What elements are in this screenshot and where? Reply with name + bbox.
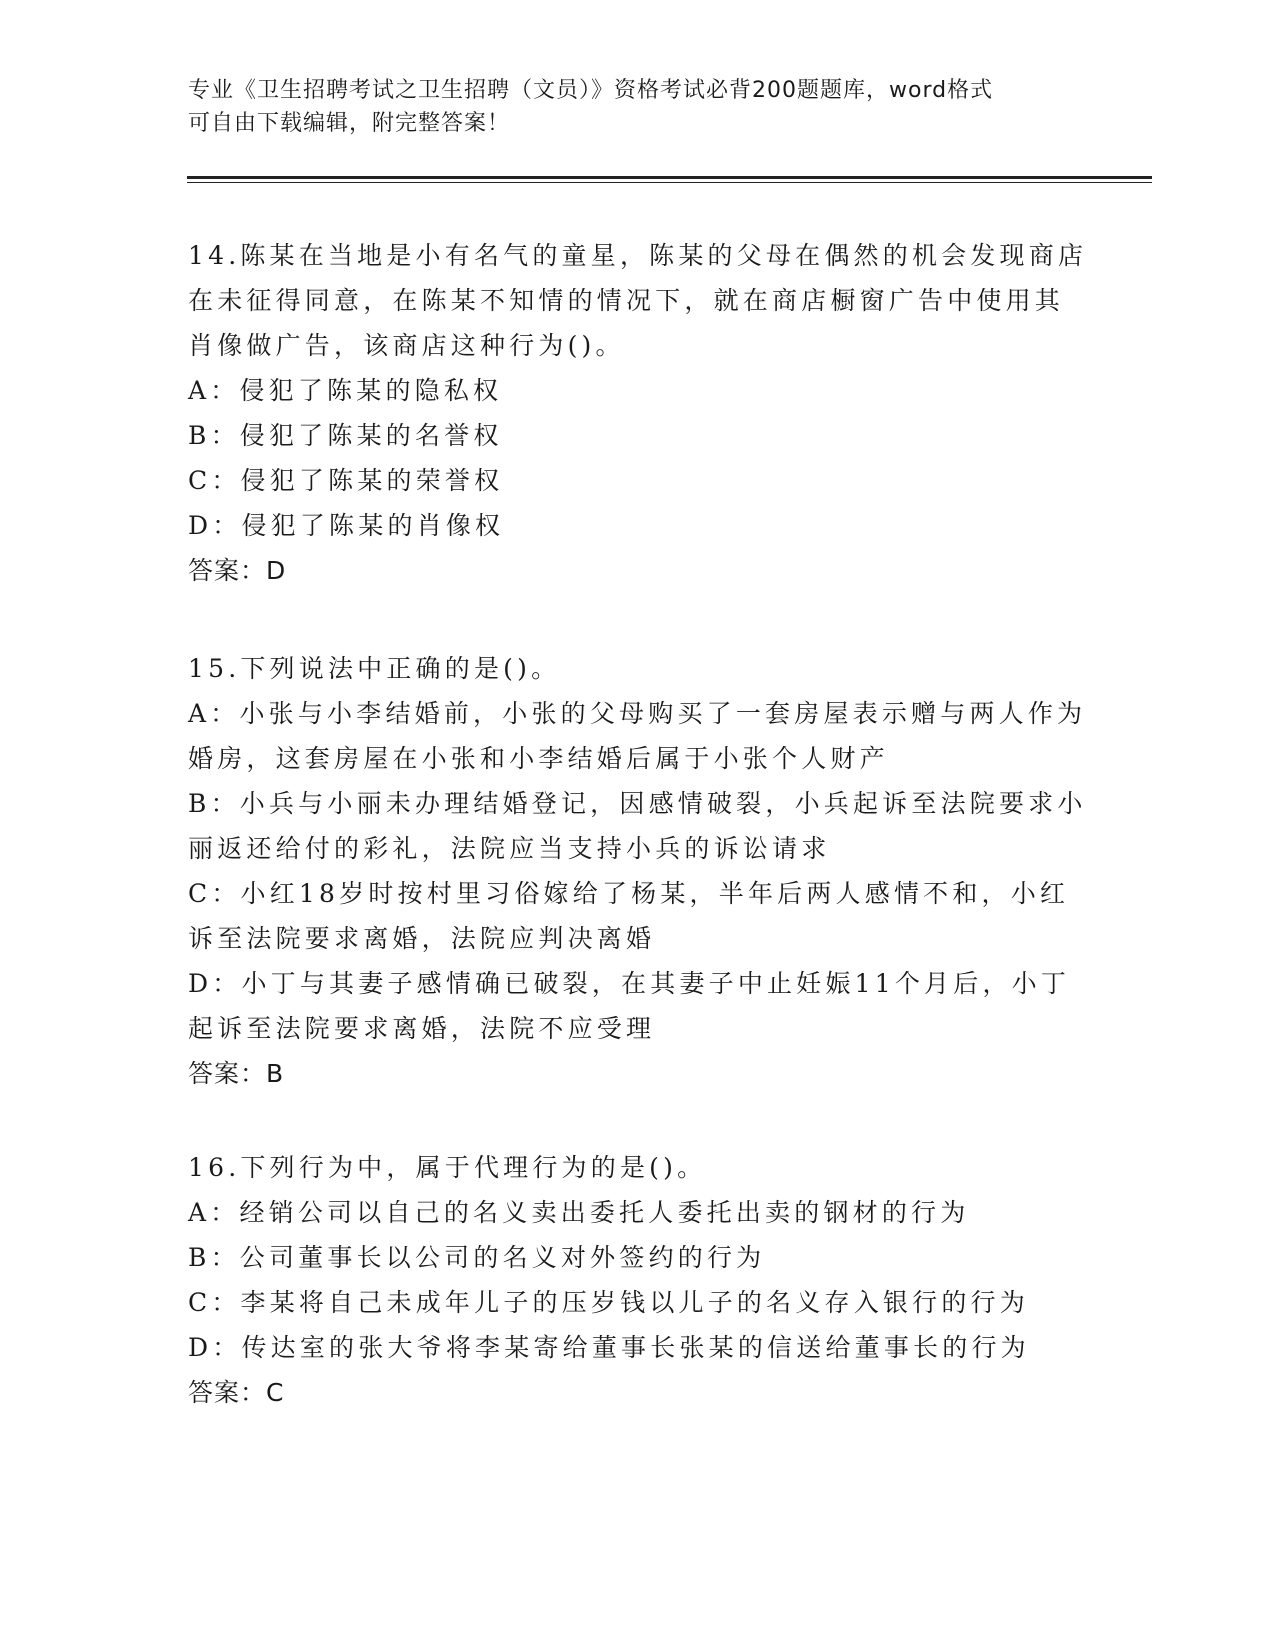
option-a: A：经销公司以自己的名义卖出委托人委托出卖的钢材的行为 bbox=[188, 1198, 970, 1227]
question-stem-line: 14.陈某在当地是小有名气的童星，陈某的父母在偶然的机会发现商店 bbox=[188, 241, 1088, 270]
question-stem-line: 在未征得同意，在陈某不知情的情况下，就在商店橱窗广告中使用其 bbox=[188, 286, 1065, 315]
option-d: D：小丁与其妻子感情确已破裂，在其妻子中止妊娠11个月后，小丁 bbox=[188, 969, 1071, 998]
option-b: B：公司董事长以公司的名义对外签约的行为 bbox=[188, 1243, 766, 1272]
option-b: B：侵犯了陈某的名誉权 bbox=[188, 421, 503, 450]
answer-line: 答案：B bbox=[188, 1059, 285, 1088]
answer-line: 答案：D bbox=[188, 556, 287, 585]
option-b-continued: 丽返还给付的彩礼，法院应当支持小兵的诉讼请求 bbox=[188, 834, 831, 863]
option-d: D：传达室的张大爷将李某寄给董事长张某的信送给董事长的行为 bbox=[188, 1333, 1030, 1362]
header-line-1: 专业《卫生招聘考试之卫生招聘（文员）》资格考试必背200题题库，word格式 bbox=[188, 78, 994, 103]
option-a: A：侵犯了陈某的隐私权 bbox=[188, 376, 503, 405]
option-c: C：侵犯了陈某的荣誉权 bbox=[188, 466, 504, 495]
question-15 bbox=[188, 646, 1088, 1096]
document-header bbox=[188, 74, 1088, 140]
question-16 bbox=[188, 1145, 1088, 1415]
question-stem-line: 15.下列说法中正确的是()。 bbox=[188, 654, 561, 683]
header-rule-thick bbox=[187, 176, 1152, 179]
question-14 bbox=[188, 233, 1088, 593]
question-stem-line: 肖像做广告，该商店这种行为()。 bbox=[188, 331, 625, 360]
header-rule-thin bbox=[187, 182, 1152, 183]
question-stem-line: 16.下列行为中，属于代理行为的是()。 bbox=[188, 1153, 707, 1182]
option-d-continued: 起诉至法院要求离婚，法院不应受理 bbox=[188, 1014, 656, 1043]
option-a-continued: 婚房，这套房屋在小张和小李结婚后属于小张个人财产 bbox=[188, 744, 889, 773]
option-c: C：小红18岁时按村里习俗嫁给了杨某，半年后两人感情不和，小红 bbox=[188, 879, 1070, 908]
option-a: A：小张与小李结婚前，小张的父母购买了一套房屋表示赠与两人作为 bbox=[188, 699, 1087, 728]
option-c: C：李某将自己未成年儿子的压岁钱以儿子的名义存入银行的行为 bbox=[188, 1288, 1029, 1317]
option-d: D：侵犯了陈某的肖像权 bbox=[188, 511, 505, 540]
option-c-continued: 诉至法院要求离婚，法院应判决离婚 bbox=[188, 924, 656, 953]
header-line-2: 可自由下载编辑，附完整答案！ bbox=[188, 111, 511, 136]
option-b: B：小兵与小丽未办理结婚登记，因感情破裂，小兵起诉至法院要求小 bbox=[188, 789, 1087, 818]
answer-line: 答案：C bbox=[188, 1378, 285, 1407]
